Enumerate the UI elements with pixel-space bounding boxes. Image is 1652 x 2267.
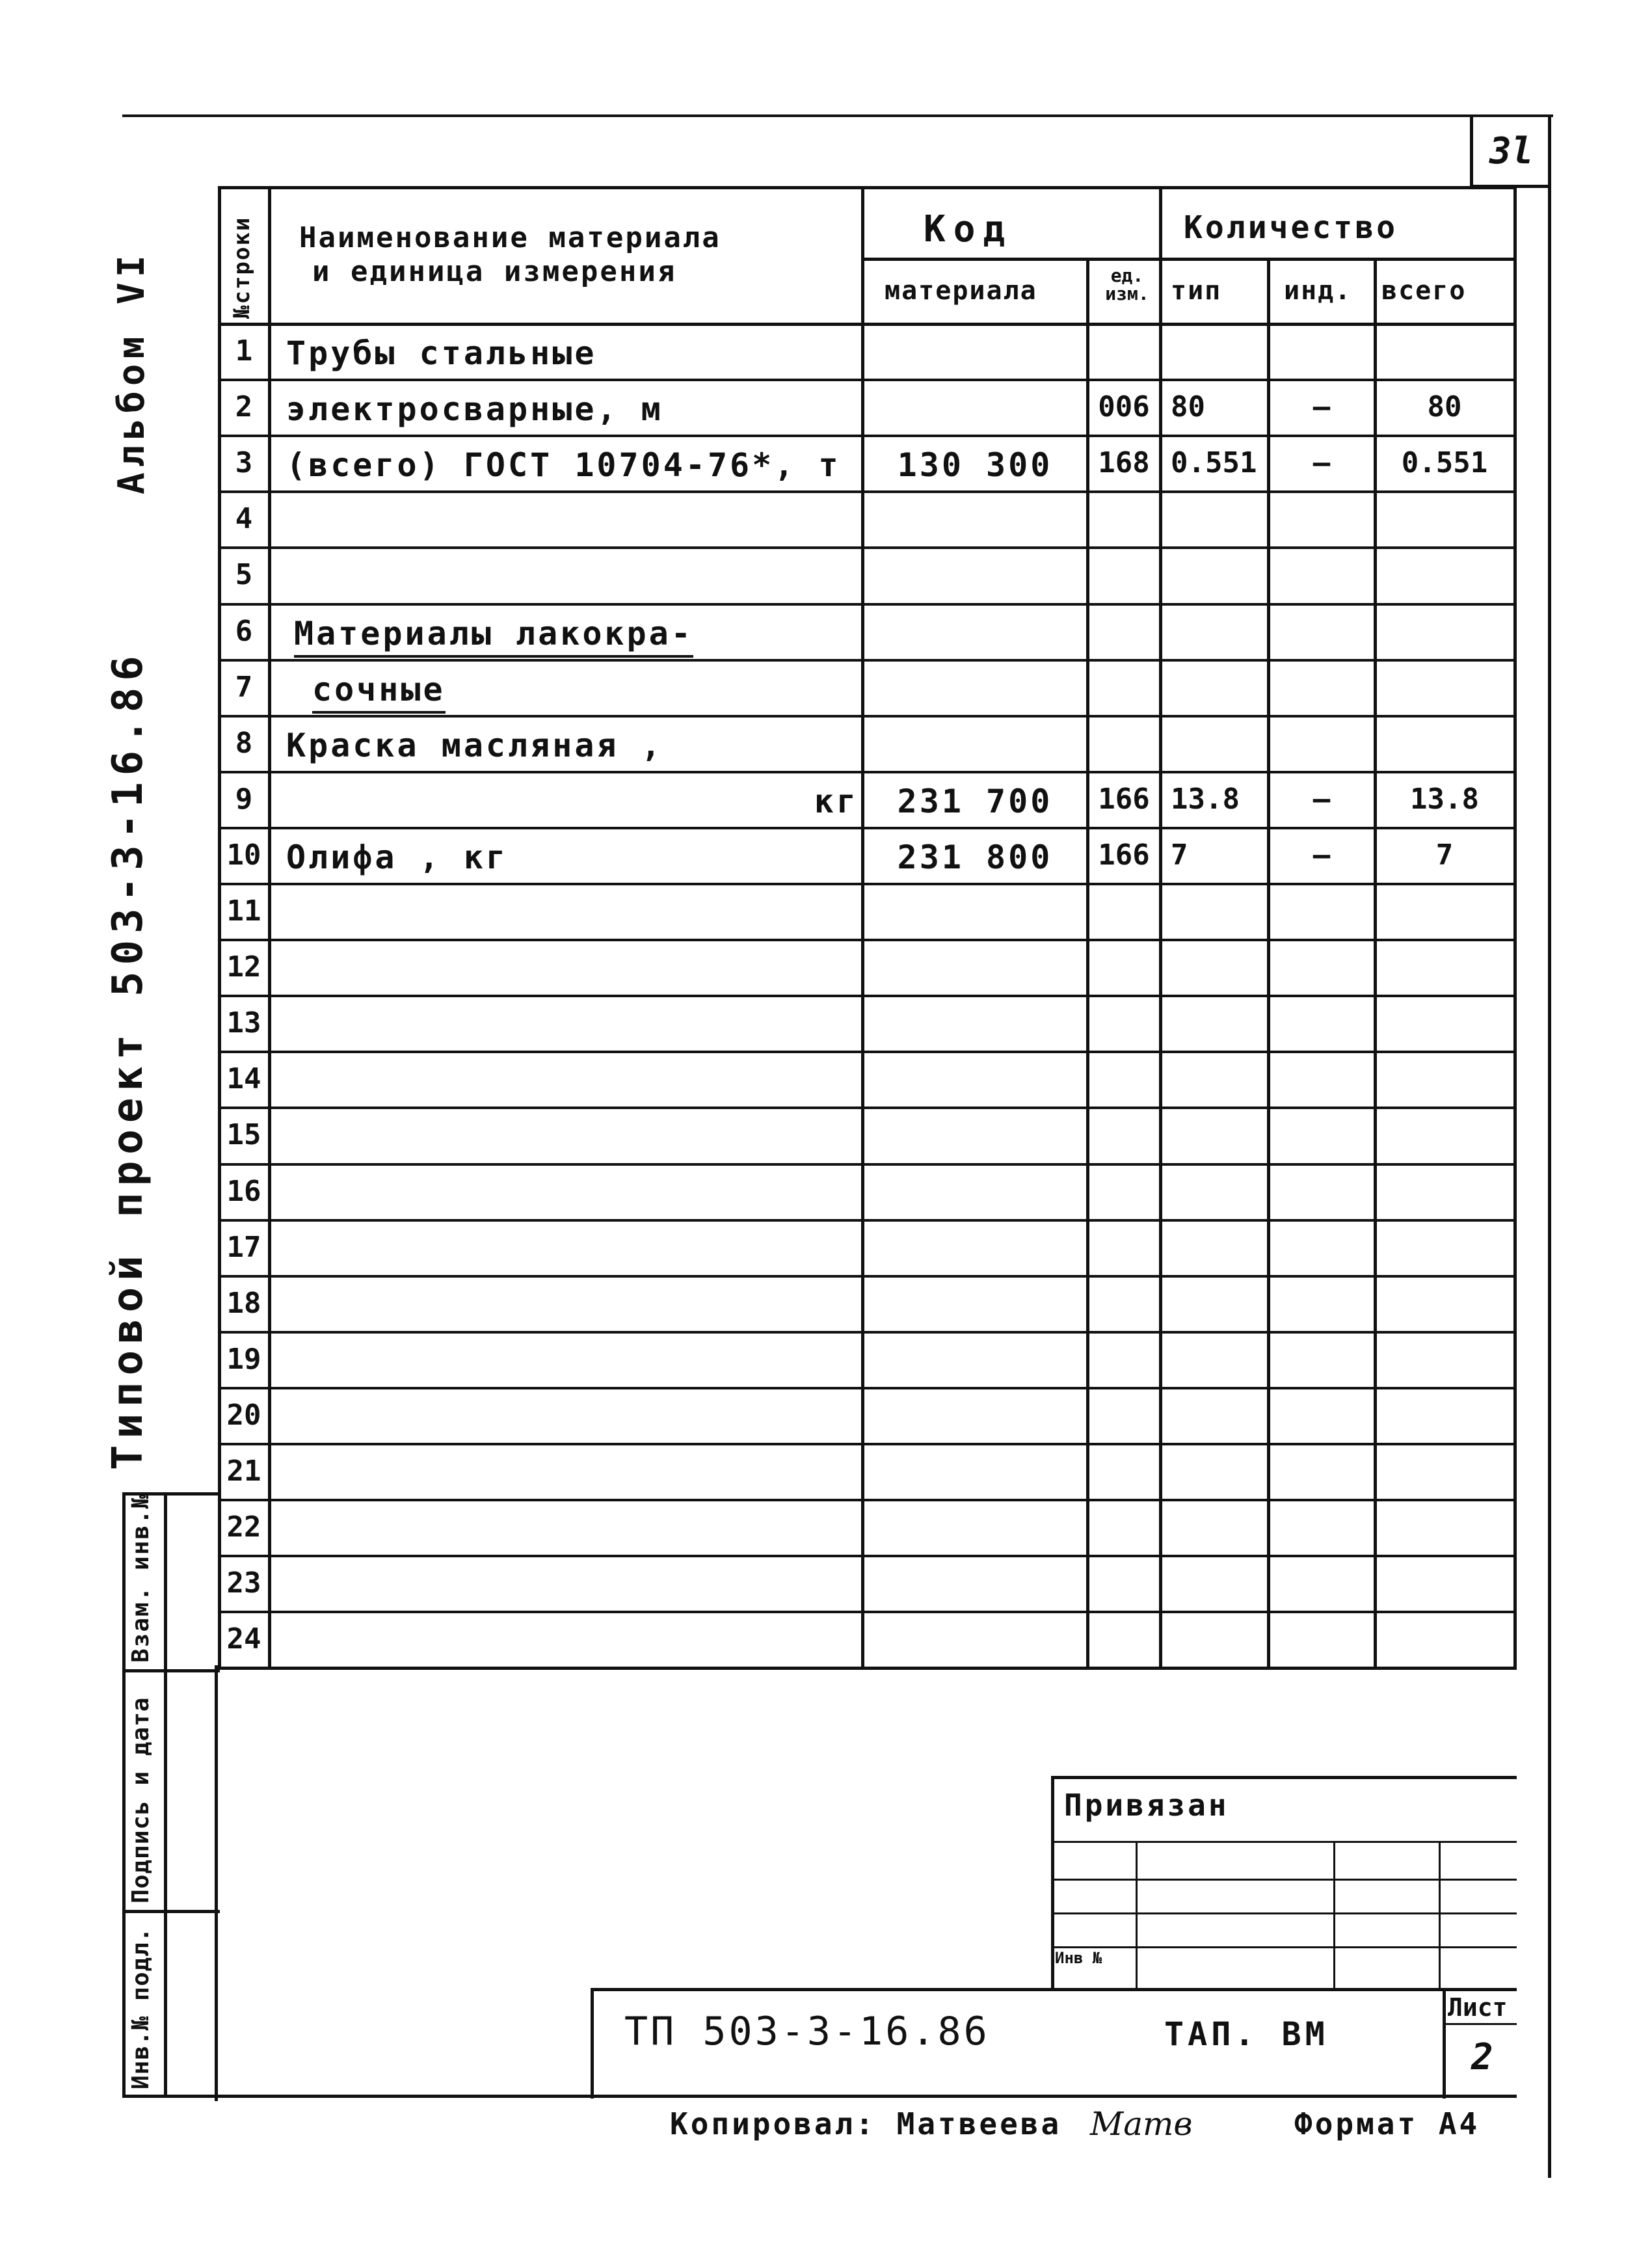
row-separator (218, 1051, 1517, 1053)
row-separator (218, 435, 1517, 437)
stamp-outer-left-line (122, 1492, 126, 2097)
sheet-label: Лист (1448, 1993, 1508, 2022)
doc-code: ТП 503-3-16.86 (624, 2009, 990, 2054)
cell-total: 13.8 (1410, 783, 1479, 816)
cell-tip: 13.8 (1171, 783, 1240, 816)
cell-ind: — (1312, 390, 1331, 423)
stamp-right-line (215, 1665, 218, 2101)
cell-name: Трубы стальные (286, 334, 597, 372)
privyazan-top-line (1051, 1776, 1517, 1779)
cell-n: 18 (226, 1287, 261, 1320)
col-line-rowno-right (268, 186, 271, 1669)
header-row-no: №строки (229, 216, 255, 319)
row-separator (218, 1443, 1517, 1445)
header-code-unit: ед. изм. (1105, 265, 1149, 304)
row-separator (218, 715, 1517, 718)
header-bottom-line (218, 323, 1517, 326)
cell-total: 7 (1435, 838, 1454, 872)
title-block-top-line (591, 1988, 1517, 1991)
cell-n: 7 (235, 671, 253, 704)
header-top-line (218, 186, 1517, 189)
header-code-material: материала (885, 276, 1037, 306)
cell-n: 20 (226, 1399, 261, 1432)
row-separator (218, 546, 1517, 549)
row-separator (218, 1331, 1517, 1334)
cell-n: 6 (235, 615, 253, 648)
cell-unit: 166 (1098, 783, 1150, 816)
cell-name: Олифа , кг (286, 838, 509, 876)
signature: Матв (1090, 2105, 1193, 2143)
row-separator (218, 995, 1517, 997)
stamp-bottom-line (122, 2095, 220, 2098)
stamp-sep-2 (122, 1910, 220, 1913)
corner-box-left-line (1470, 116, 1473, 187)
cell-code: 231 800 (897, 838, 1053, 876)
cell-n: 16 (226, 1175, 261, 1208)
privyazan-title: Привязан (1064, 1788, 1229, 1823)
stamp-vzam-inv: Взам. инв.№ (127, 1493, 154, 1663)
stamp-sep-1 (122, 1669, 220, 1672)
privyazan-left-line (1051, 1776, 1054, 1991)
cell-n: 19 (226, 1343, 261, 1376)
cell-unit: 168 (1098, 446, 1150, 479)
cell-tip: 0.551 (1171, 446, 1257, 479)
row-separator (218, 603, 1517, 606)
privyazan-inv-no: Инв № (1055, 1949, 1102, 1967)
cell-n: 1 (235, 334, 253, 368)
header-quantity: Количество (1184, 209, 1398, 246)
cell-n: 21 (226, 1455, 261, 1488)
row-separator (218, 771, 1517, 773)
privyazan-row-line-3 (1051, 1912, 1517, 1914)
cell-n: 3 (235, 446, 253, 479)
col-line-code-right (1159, 186, 1162, 1669)
cell-n: 17 (226, 1231, 261, 1264)
cell-n: 24 (226, 1622, 261, 1656)
cell-tip: 80 (1171, 390, 1205, 423)
title-block-bottom-line (215, 2095, 1517, 2098)
row-separator (218, 939, 1517, 941)
row-separator (218, 1611, 1517, 1613)
cell-n: 15 (226, 1118, 261, 1151)
cell-name: (всего) ГОСТ 10704-76*, т (286, 446, 841, 484)
cell-n: 11 (226, 894, 261, 928)
cell-code: 130 300 (897, 446, 1053, 484)
cell-unit: 166 (1098, 838, 1150, 872)
header-qty-tip: тип (1171, 276, 1222, 306)
header-code: Код (924, 208, 1013, 250)
row-separator (218, 659, 1517, 662)
privyazan-row-line-4 (1051, 1946, 1517, 1948)
sheet-number: 2 (1471, 2036, 1493, 2078)
cell-tip: 7 (1171, 838, 1188, 872)
album-label: Альбом VI (111, 250, 153, 494)
stamp-inner-line (164, 1492, 167, 2097)
cell-n: 13 (226, 1006, 261, 1040)
table-bottom-line (218, 1667, 1517, 1670)
title-block-sheet-sep (1443, 2023, 1517, 2025)
col-line-name-right (861, 186, 864, 1669)
copied-by: Копировал: Матвеева (670, 2106, 1062, 2141)
cell-n: 23 (226, 1566, 261, 1600)
cell-n: 14 (226, 1062, 261, 1095)
cell-total: 80 (1427, 390, 1462, 423)
row-separator (218, 827, 1517, 829)
sheet-corner-number: 3l (1489, 130, 1534, 172)
privyazan-row-line-1 (1051, 1841, 1517, 1843)
row-separator (218, 379, 1517, 381)
project-label: Типовой проект 503-3-16.86 (104, 649, 152, 1470)
cell-n: 2 (235, 390, 253, 423)
row-separator (218, 1107, 1517, 1109)
col-line-ind-right (1374, 259, 1377, 1669)
cell-name: электросварные, м (286, 390, 663, 428)
header-name-line2: и единица измерения (312, 255, 677, 288)
privyazan-col-line-2 (1333, 1841, 1335, 1991)
right-border-line (1548, 116, 1551, 2178)
header-qty-total: всего (1381, 276, 1467, 306)
row-separator (218, 1275, 1517, 1278)
cell-name: Краска масляная , (286, 727, 663, 764)
privyazan-col-line-1 (1136, 1841, 1138, 1991)
cell-ind: — (1312, 838, 1331, 872)
cell-n: 8 (235, 727, 253, 760)
cell-name: кг (814, 783, 859, 820)
cell-n: 10 (226, 838, 261, 872)
cell-unit: 006 (1098, 390, 1150, 423)
stamp-inv-podl: Инв.№ подл. (127, 1927, 154, 2089)
row-separator (218, 1163, 1517, 1166)
row-separator (218, 1499, 1517, 1501)
stamp-podpis-data: Подпись и дата (127, 1697, 154, 1903)
cell-total: 0.551 (1401, 446, 1488, 479)
doc-name: ТАП. ВМ (1164, 2015, 1329, 2053)
row-separator (218, 883, 1517, 885)
cell-n: 12 (226, 950, 261, 984)
title-block-left-line (591, 1988, 594, 2099)
row-separator (218, 490, 1517, 493)
header-qty-ind: инд. (1284, 276, 1352, 306)
row-separator (218, 1219, 1517, 1222)
cell-n: 5 (235, 558, 253, 591)
header-name-line1: Наименование материала (299, 221, 721, 254)
col-line-total-right (1513, 186, 1517, 1669)
cell-n: 4 (235, 502, 253, 535)
format-label: Формат А4 (1294, 2106, 1480, 2141)
col-line-code-mat-right (1086, 259, 1089, 1669)
cell-n: 22 (226, 1510, 261, 1544)
cell-ind: — (1312, 446, 1331, 479)
header-mid-line (861, 258, 1517, 261)
privyazan-row-line-2 (1051, 1879, 1517, 1881)
row-separator (218, 1387, 1517, 1389)
title-block-sheet-line (1443, 1988, 1446, 2099)
top-border-line (122, 114, 1553, 117)
row-separator (218, 1555, 1517, 1557)
cell-name: сочные (312, 671, 446, 714)
cell-ind: — (1312, 783, 1331, 816)
cell-n: 9 (235, 783, 253, 816)
cell-name: Материалы лакокра- (294, 615, 693, 658)
cell-code: 231 700 (897, 783, 1053, 820)
privyazan-col-line-3 (1439, 1841, 1441, 1991)
